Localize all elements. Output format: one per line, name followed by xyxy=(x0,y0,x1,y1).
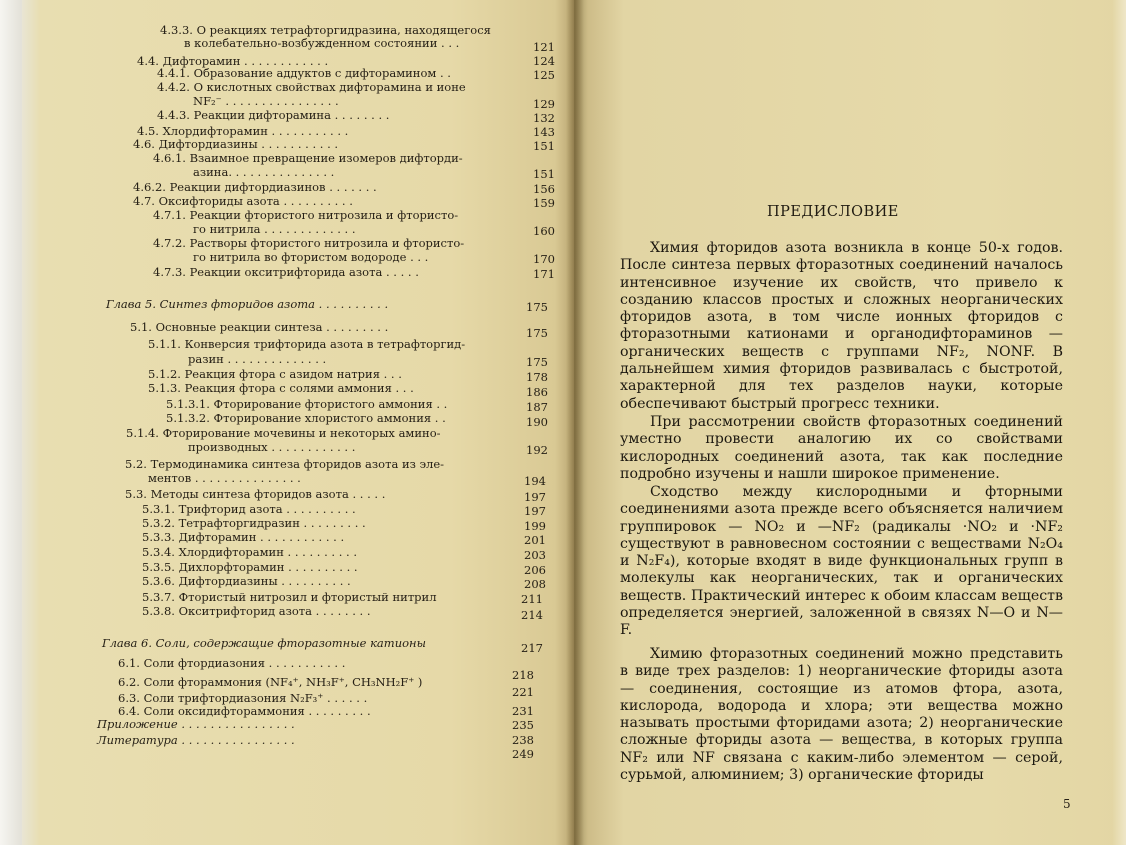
toc-entry: 4.6.1. Взаимное превращение изомеров дифторди- xyxy=(153,151,463,165)
toc-entry: го нитрила во фтористом водороде . . . xyxy=(193,250,429,264)
chapter-title: Глава 5. Синтез фторидов азота . . . . . . . . . . xyxy=(106,297,389,311)
toc-page-number: 203 xyxy=(524,548,546,562)
toc-page-number: 238 xyxy=(512,733,534,747)
toc-page-number: 124 xyxy=(533,54,555,68)
toc-entry: 4.4.2. О кислотных свойствах дифторамина и ионе xyxy=(157,80,466,94)
toc-page-number: 186 xyxy=(526,385,548,399)
toc-entry: 5.3.8. Окситрифторид азота . . . . . . . . xyxy=(142,604,371,618)
toc-entry: в колебательно-возбужденном состоянии . . . xyxy=(184,36,460,50)
toc-entry: 5.3. Методы синтеза фторидов азота . . . . . xyxy=(125,487,386,501)
toc-entry: 4.4.3. Реакции дифторамина . . . . . . . . xyxy=(157,108,390,122)
toc-page-number: 143 xyxy=(533,125,555,139)
toc-page-number: 206 xyxy=(524,563,546,577)
book-gutter xyxy=(566,0,584,845)
toc-entry: 5.3.2. Тетрафторгидразин . . . . . . . . . xyxy=(142,516,366,530)
toc-entry: 4.6.2. Реакции дифтордиазинов . . . . . . . xyxy=(133,180,377,194)
toc-page-number: 159 xyxy=(533,196,555,210)
toc-entry: 5.3.7. Фтористый нитрозил и фтористый нитрил xyxy=(142,590,437,604)
toc-page-number: 208 xyxy=(524,577,546,591)
toc-entry: NF₂⁻ . . . . . . . . . . . . . . . . xyxy=(193,94,339,108)
toc-page-number: 170 xyxy=(533,252,555,266)
toc-entry: 4.6. Дифтордиазины . . . . . . . . . . . xyxy=(133,137,339,151)
toc-entry: 5.1.3.1. Фторирование фтористого аммония . . xyxy=(166,397,448,411)
toc-page-number: 121 xyxy=(533,40,555,54)
toc-page-number: 151 xyxy=(533,167,555,181)
toc-entry: 5.2. Термодинамика синтеза фторидов азота из эле- xyxy=(125,457,445,471)
toc-entry: 5.3.3. Дифторамин . . . . . . . . . . . . xyxy=(142,530,345,544)
toc-page-number: 192 xyxy=(526,443,548,457)
toc-entry: производных . . . . . . . . . . . . xyxy=(188,440,356,454)
paragraph: Химия фторидов азота возникла в конце 50-х годов. После синтеза первых фторазотных соединений началось интенсивное изучение их свойств, что привело к созданию классов простых и сложных неорганических фторидов азота, в том числе ионных фторидов с фторазотными катионами и органодифтораминов — органических веществ с группами NF₂, NONF. В дальнейшем химия фторидов развивалась с быстротой, характерной для тех разделов науки, которые обеспечивают быстрый прогресс техники. xyxy=(620,240,1063,412)
toc-entry: Литература . . . . . . . . . . . . . . . . xyxy=(97,733,295,747)
toc-entry: разин . . . . . . . . . . . . . . xyxy=(188,352,327,366)
toc-page-number: 175 xyxy=(526,326,548,340)
toc-entry: ментов . . . . . . . . . . . . . . . xyxy=(148,471,301,485)
toc-entry: 6.3. Соли трифтордиазония N₂F₃⁺ . . . . . . xyxy=(118,691,368,705)
toc-entry: 4.7.2. Растворы фтористого нитрозила и фтористо- xyxy=(153,236,465,250)
toc-page-number: 201 xyxy=(524,533,546,547)
toc-entry: 4.7.3. Реакции окситрифторида азота . . . . . xyxy=(153,265,419,279)
toc-page-number: 235 xyxy=(512,718,534,732)
toc-page-number: 178 xyxy=(526,370,548,384)
toc-page-number: 151 xyxy=(533,139,555,153)
toc-page-number: 217 xyxy=(521,641,543,655)
toc-entry: 4.5. Хлордифторамин . . . . . . . . . . . xyxy=(137,124,349,138)
toc-entry: го нитрила . . . . . . . . . . . . . xyxy=(193,222,356,236)
toc-entry: 6.2. Соли фтораммония (NF₄⁺, NH₃F⁺, CH₃NH₂F⁺ ) xyxy=(118,675,423,689)
toc-entry: 4.3.3. О реакциях тетрафторгидразина, находящегося xyxy=(160,23,491,37)
toc-page-number: 249 xyxy=(512,747,534,761)
toc-entry: азина. . . . . . . . . . . . . . . xyxy=(193,165,335,179)
toc-entry: 5.1.1. Конверсия трифторида азота в тетрафторгид- xyxy=(148,337,466,351)
toc-page-number: 211 xyxy=(521,592,543,606)
toc-entry: 5.3.5. Дихлорфторамин . . . . . . . . . . xyxy=(142,560,358,574)
toc-page-number: 132 xyxy=(533,111,555,125)
toc-page-number: 221 xyxy=(512,685,534,699)
toc-entry: 5.1.3.2. Фторирование хлористого аммония . . xyxy=(166,411,446,425)
toc-page-number: 171 xyxy=(533,267,555,281)
toc-page-number: 160 xyxy=(533,224,555,238)
toc-entry: 4.7. Оксифториды азота . . . . . . . . . . xyxy=(133,194,353,208)
toc-page-number: 156 xyxy=(533,182,555,196)
toc-page-number: 129 xyxy=(533,97,555,111)
toc-page-number: 175 xyxy=(526,355,548,369)
toc-entry: 5.3.4. Хлордифторамин . . . . . . . . . . xyxy=(142,545,357,559)
toc-entry: 4.4. Дифторамин . . . . . . . . . . . . xyxy=(137,54,329,68)
toc-entry: 5.1.3. Реакция фтора с солями аммония . . . xyxy=(148,381,414,395)
toc-page-number: 190 xyxy=(526,415,548,429)
toc-page-number: 125 xyxy=(533,68,555,82)
paragraph: Химию фторазотных соединений можно представить в виде трех разделов: 1) неорганические фториды азота — соединения, состоящие из атомов фтора, азота, кислорода, водорода и хлора; эти вещества можно называть простыми фторидами азота; 2) неорганические сложные фториды азота — вещества, в которых группа NF₂ или NF связана с каким-либо элементом — серой, сурьмой, алюминием; 3) органические фториды xyxy=(620,646,1063,784)
page-title: ПРЕДИСЛОВИЕ xyxy=(767,204,899,220)
page-number: 5 xyxy=(1063,797,1071,811)
toc-page-number: 218 xyxy=(512,668,534,682)
toc-page-number: 187 xyxy=(526,400,548,414)
paragraph: При рассмотрении свойств фторазотных соединений уместно провести аналогию их со свойствами кислородных соединений азота, так как последние подробно изучены и нашли широкое применение. xyxy=(620,414,1063,482)
toc-entry: 4.7.1. Реакции фтористого нитрозила и фтористо- xyxy=(153,208,459,222)
toc-page-number: 194 xyxy=(524,474,546,488)
toc-page-number: 231 xyxy=(512,704,534,718)
toc-entry: 4.4.1. Образование аддуктов с дифторамином . . xyxy=(157,66,451,80)
toc-entry: 5.3.6. Дифтордиазины . . . . . . . . . . xyxy=(142,574,351,588)
toc-entry: 5.3.1. Трифторид азота . . . . . . . . . . xyxy=(142,502,356,516)
toc-entry: Приложение . . . . . . . . . . . . . . . . xyxy=(97,717,295,731)
toc-entry: 5.1.4. Фторирование мочевины и некоторых амино- xyxy=(126,426,441,440)
toc-page-number: 199 xyxy=(524,519,546,533)
toc-entry: 6.4. Соли оксидифтораммония . . . . . . . . . xyxy=(118,704,371,718)
toc-page-number: 197 xyxy=(524,504,546,518)
page-edge xyxy=(1112,0,1126,845)
toc-page-number: 175 xyxy=(526,300,548,314)
chapter-title: Глава 6. Соли, содержащие фторазотные катионы xyxy=(102,636,426,650)
page-edge xyxy=(0,0,22,845)
toc-entry: 5.1. Основные реакции синтеза . . . . . . . . . xyxy=(130,320,389,334)
toc-page-number: 197 xyxy=(524,490,546,504)
toc-entry: 5.1.2. Реакция фтора с азидом натрия . . . xyxy=(148,367,402,381)
toc-page-number: 214 xyxy=(521,608,543,622)
paragraph: Сходство между кислородными и фторными соединениями азота прежде всего объясняется наличием группировок — NO₂ и —NF₂ (радикалы ·NO₂ и ·NF₂ существуют в равновесном состоянии с веществами N₂O₄ и N₂F₄), которые входят в виде функциональных групп в молекулы как неорганических, так и органических веществ. Практический интерес к обоим классам веществ определяется энергией, заложенной в связях N—O и N—F. xyxy=(620,484,1063,639)
toc-entry: 6.1. Соли фтордиазония . . . . . . . . . . . xyxy=(118,656,346,670)
